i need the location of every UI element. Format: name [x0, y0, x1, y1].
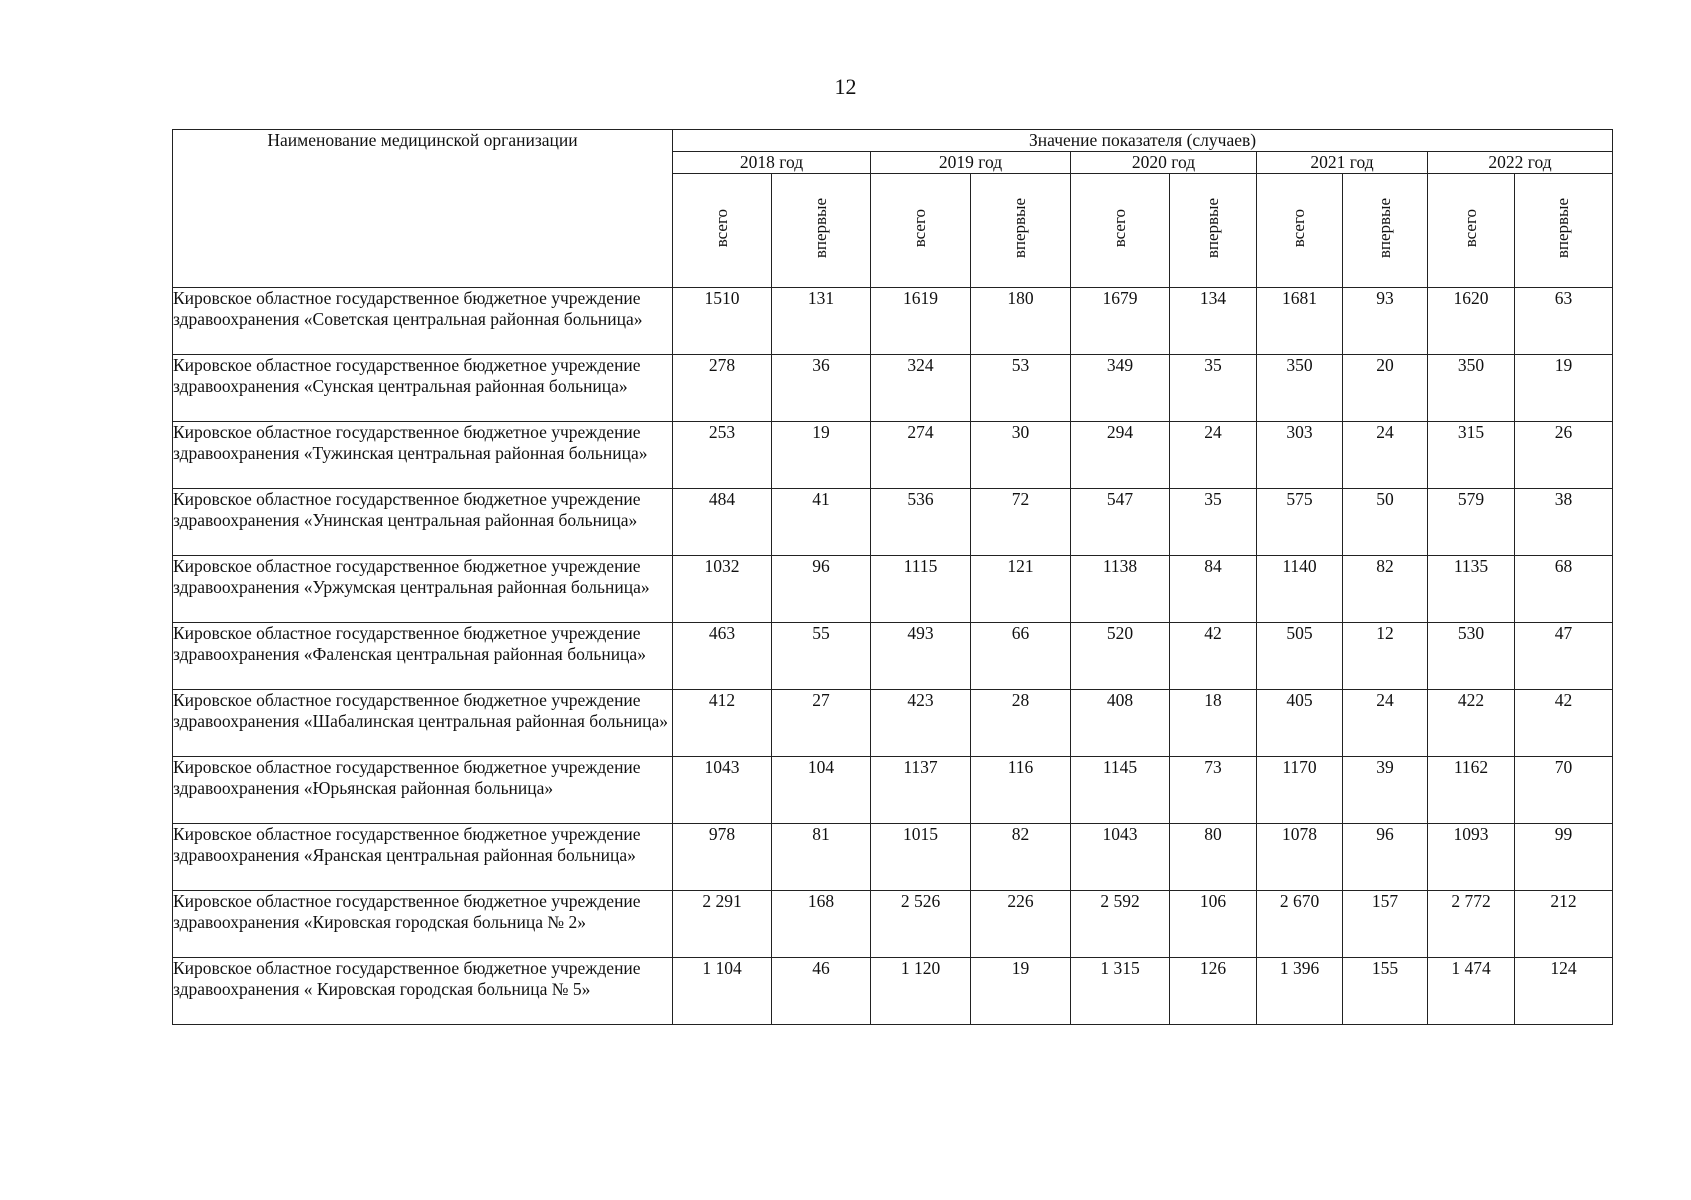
- value-cell-total: 303: [1257, 422, 1343, 489]
- value-cell-first: 134: [1170, 288, 1257, 355]
- value-cell-first: 157: [1343, 891, 1428, 958]
- value-cell-first: 81: [772, 824, 871, 891]
- value-cell-total: 278: [673, 355, 772, 422]
- table-row: [173, 958, 1613, 1025]
- value-cell-first: 27: [772, 690, 871, 757]
- value-cell-first: 68: [1515, 556, 1613, 623]
- value-cell-first: 19: [772, 422, 871, 489]
- table-row: [173, 288, 1613, 355]
- value-cell-total: 1619: [871, 288, 971, 355]
- value-cell-first: 30: [971, 422, 1071, 489]
- table-header: [173, 130, 1613, 288]
- org-column-header: Наименование медицинской организации: [173, 130, 673, 288]
- value-cell-first: 124: [1515, 958, 1613, 1025]
- value-cell-total: 1043: [673, 757, 772, 824]
- org-name-cell: Кировское областное государственное бюджетное учреждение здравоохранения «Сунская центральная районная больница»: [173, 355, 673, 422]
- value-cell-total: 1 120: [871, 958, 971, 1025]
- value-cell-total: 1620: [1428, 288, 1515, 355]
- value-cell-first: 180: [971, 288, 1071, 355]
- value-cell-first: 116: [971, 757, 1071, 824]
- value-cell-first: 19: [1515, 355, 1613, 422]
- table-row: [173, 422, 1613, 489]
- value-cell-first: 36: [772, 355, 871, 422]
- org-name-cell: Кировское областное государственное бюджетное учреждение здравоохранения «Юрьянская районная больница»: [173, 757, 673, 824]
- org-name-cell: Кировское областное государственное бюджетное учреждение здравоохранения «Фаленская центральная районная больница»: [173, 623, 673, 690]
- value-cell-total: 1 396: [1257, 958, 1343, 1025]
- value-cell-first: 35: [1170, 355, 1257, 422]
- sub-header-first: впервые: [971, 174, 1071, 288]
- value-cell-first: 38: [1515, 489, 1613, 556]
- value-cell-total: 1138: [1071, 556, 1170, 623]
- value-cell-total: 463: [673, 623, 772, 690]
- value-cell-first: 82: [971, 824, 1071, 891]
- value-cell-first: 24: [1343, 422, 1428, 489]
- value-cell-total: 1170: [1257, 757, 1343, 824]
- value-cell-first: 53: [971, 355, 1071, 422]
- year-header-2018: 2018 год: [673, 152, 871, 174]
- table-row: [173, 690, 1613, 757]
- value-cell-total: 315: [1428, 422, 1515, 489]
- value-cell-first: 84: [1170, 556, 1257, 623]
- org-name-cell: Кировское областное государственное бюджетное учреждение здравоохранения «Тужинская центральная районная больница»: [173, 422, 673, 489]
- value-cell-total: 412: [673, 690, 772, 757]
- value-cell-first: 131: [772, 288, 871, 355]
- value-cell-total: 408: [1071, 690, 1170, 757]
- value-cell-first: 96: [1343, 824, 1428, 891]
- sub-header-total: всего: [1071, 174, 1170, 288]
- value-cell-first: 80: [1170, 824, 1257, 891]
- page-number: 12: [834, 74, 857, 99]
- value-cell-first: 212: [1515, 891, 1613, 958]
- value-cell-first: 35: [1170, 489, 1257, 556]
- org-name-cell: Кировское областное государственное бюджетное учреждение здравоохранения «Кировская городская больница № 2»: [173, 891, 673, 958]
- table-body: [173, 288, 1613, 1025]
- year-header-2020: 2020 год: [1071, 152, 1257, 174]
- value-cell-total: 1 474: [1428, 958, 1515, 1025]
- sub-header-total: всего: [673, 174, 772, 288]
- year-header-2019: 2019 год: [871, 152, 1071, 174]
- value-cell-first: 28: [971, 690, 1071, 757]
- org-name-cell: Кировское областное государственное бюджетное учреждение здравоохранения «Шабалинская центральная районная больница»: [173, 690, 673, 757]
- value-cell-first: 42: [1515, 690, 1613, 757]
- value-cell-first: 26: [1515, 422, 1613, 489]
- org-name-cell: Кировское областное государственное бюджетное учреждение здравоохранения «Уржумская центральная районная больница»: [173, 556, 673, 623]
- value-cell-total: 1510: [673, 288, 772, 355]
- value-cell-first: 19: [971, 958, 1071, 1025]
- sub-header-total: всего: [1257, 174, 1343, 288]
- value-cell-total: 575: [1257, 489, 1343, 556]
- org-name-cell: Кировское областное государственное бюджетное учреждение здравоохранения «Яранская центральная районная больница»: [173, 824, 673, 891]
- value-cell-total: 294: [1071, 422, 1170, 489]
- sub-header-first: впервые: [772, 174, 871, 288]
- value-cell-first: 99: [1515, 824, 1613, 891]
- value-cell-total: 579: [1428, 489, 1515, 556]
- value-cell-first: 70: [1515, 757, 1613, 824]
- value-cell-total: 1032: [673, 556, 772, 623]
- value-cell-first: 50: [1343, 489, 1428, 556]
- org-name-cell: Кировское областное государственное бюджетное учреждение здравоохранения « Кировская городская больница № 5»: [173, 958, 673, 1025]
- value-cell-first: 96: [772, 556, 871, 623]
- value-cell-total: 1681: [1257, 288, 1343, 355]
- table-row: [173, 489, 1613, 556]
- value-cell-first: 12: [1343, 623, 1428, 690]
- value-cell-total: 2 526: [871, 891, 971, 958]
- value-cell-total: 536: [871, 489, 971, 556]
- value-cell-first: 46: [772, 958, 871, 1025]
- value-cell-total: 2 670: [1257, 891, 1343, 958]
- value-cell-first: 72: [971, 489, 1071, 556]
- value-cell-first: 63: [1515, 288, 1613, 355]
- table-row: [173, 556, 1613, 623]
- value-cell-total: 1078: [1257, 824, 1343, 891]
- value-cell-total: 274: [871, 422, 971, 489]
- value-cell-total: 324: [871, 355, 971, 422]
- value-cell-total: 1093: [1428, 824, 1515, 891]
- table-row: [173, 623, 1613, 690]
- value-cell-first: 18: [1170, 690, 1257, 757]
- value-cell-first: 155: [1343, 958, 1428, 1025]
- value-cell-total: 484: [673, 489, 772, 556]
- value-cell-total: 1 104: [673, 958, 772, 1025]
- value-cell-first: 47: [1515, 623, 1613, 690]
- value-cell-total: 978: [673, 824, 772, 891]
- value-cell-first: 226: [971, 891, 1071, 958]
- value-cell-total: 1043: [1071, 824, 1170, 891]
- indicator-table: [172, 129, 1613, 1025]
- value-cell-total: 422: [1428, 690, 1515, 757]
- value-cell-total: 1679: [1071, 288, 1170, 355]
- value-cell-total: 1135: [1428, 556, 1515, 623]
- table-row: [173, 891, 1613, 958]
- org-name-cell: Кировское областное государственное бюджетное учреждение здравоохранения «Советская центральная районная больница»: [173, 288, 673, 355]
- value-cell-first: 42: [1170, 623, 1257, 690]
- value-cell-first: 24: [1343, 690, 1428, 757]
- value-cell-first: 66: [971, 623, 1071, 690]
- value-cell-total: 493: [871, 623, 971, 690]
- value-cell-total: 2 772: [1428, 891, 1515, 958]
- value-cell-first: 126: [1170, 958, 1257, 1025]
- value-cell-first: 55: [772, 623, 871, 690]
- table-row: [173, 824, 1613, 891]
- value-cell-total: 1140: [1257, 556, 1343, 623]
- value-cell-first: 168: [772, 891, 871, 958]
- value-cell-total: 547: [1071, 489, 1170, 556]
- value-cell-first: 121: [971, 556, 1071, 623]
- value-cell-total: 520: [1071, 623, 1170, 690]
- value-cell-total: 2 592: [1071, 891, 1170, 958]
- value-cell-total: 423: [871, 690, 971, 757]
- value-cell-total: 1 315: [1071, 958, 1170, 1025]
- value-cell-first: 41: [772, 489, 871, 556]
- value-cell-first: 39: [1343, 757, 1428, 824]
- year-header-2021: 2021 год: [1257, 152, 1428, 174]
- value-cell-total: 505: [1257, 623, 1343, 690]
- value-cell-total: 530: [1428, 623, 1515, 690]
- value-cell-total: 1162: [1428, 757, 1515, 824]
- org-name-cell: Кировское областное государственное бюджетное учреждение здравоохранения «Унинская центральная районная больница»: [173, 489, 673, 556]
- value-cell-total: 1137: [871, 757, 971, 824]
- indicator-group-header: Значение показателя (случаев): [673, 130, 1613, 152]
- value-cell-first: 20: [1343, 355, 1428, 422]
- value-cell-total: 350: [1257, 355, 1343, 422]
- sub-header-first: впервые: [1343, 174, 1428, 288]
- value-cell-total: 350: [1428, 355, 1515, 422]
- value-cell-first: 24: [1170, 422, 1257, 489]
- value-cell-first: 104: [772, 757, 871, 824]
- value-cell-total: 1145: [1071, 757, 1170, 824]
- value-cell-first: 73: [1170, 757, 1257, 824]
- sub-header-total: всего: [871, 174, 971, 288]
- value-cell-total: 405: [1257, 690, 1343, 757]
- sub-header-first: впервые: [1515, 174, 1613, 288]
- table-row: [173, 355, 1613, 422]
- sub-header-first: впервые: [1170, 174, 1257, 288]
- table-row: [173, 757, 1613, 824]
- value-cell-first: 82: [1343, 556, 1428, 623]
- sub-header-total: всего: [1428, 174, 1515, 288]
- value-cell-total: 2 291: [673, 891, 772, 958]
- value-cell-total: 1115: [871, 556, 971, 623]
- value-cell-total: 349: [1071, 355, 1170, 422]
- year-header-2022: 2022 год: [1428, 152, 1613, 174]
- value-cell-total: 253: [673, 422, 772, 489]
- value-cell-total: 1015: [871, 824, 971, 891]
- value-cell-first: 93: [1343, 288, 1428, 355]
- value-cell-first: 106: [1170, 891, 1257, 958]
